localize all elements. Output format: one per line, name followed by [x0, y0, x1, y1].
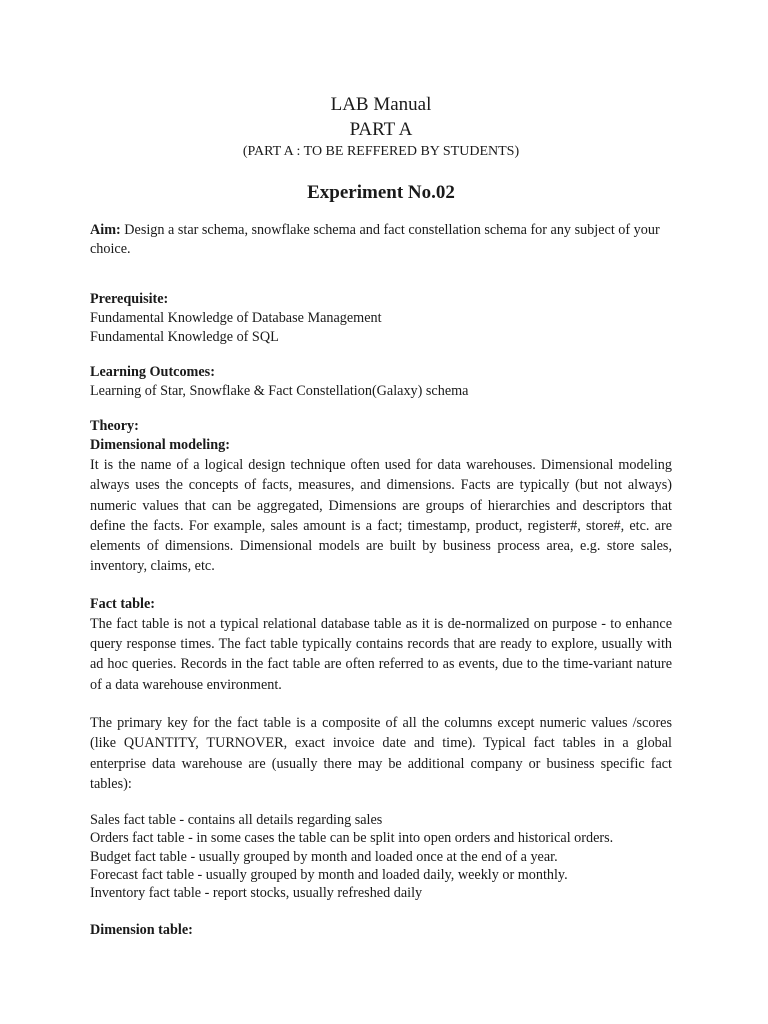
learning-outcomes-text: Learning of Star, Snowflake & Fact Constellation(Galaxy) schema — [90, 383, 469, 399]
dimensional-modeling-text: It is the name of a logical design technique often used for data warehouses. Dimensional modeling always uses the concepts of facts, measures, and dimensions. Facts are typically (but not always) numeric values that can be aggregated, Dimensions are groups of hierarchies and descriptors that define the facts. For example, sales amount is a fact; timestamp, product, register#, store#, etc. are elements of dimensions. Dimensional models are built by business process area, e.g. store sales, inventory, claims, etc. — [90, 457, 672, 575]
dimension-table-section — [90, 921, 672, 940]
aim-section — [90, 221, 672, 259]
dimension-table-heading: Dimension table: — [90, 921, 193, 938]
manual-title: LAB Manual — [330, 94, 432, 115]
fact-table-heading: Fact table: — [90, 595, 156, 612]
list-item: Budget fact table - usually grouped by month and loaded once at the end of a year. — [90, 848, 558, 865]
list-item: Sales fact table - contains all details regarding sales — [90, 812, 383, 829]
prerequisite-item: Fundamental Knowledge of SQL — [90, 329, 279, 345]
prerequisite-section — [90, 290, 672, 347]
prerequisite-item: Fundamental Knowledge of Database Management — [90, 310, 382, 326]
prerequisite-heading: Prerequisite: — [90, 291, 169, 307]
fact-table-list — [90, 811, 672, 902]
theory-heading: Theory: — [90, 418, 139, 434]
list-item: Inventory fact table - report stocks, usually refreshed daily — [90, 885, 423, 902]
fact-table-section — [90, 595, 672, 794]
dimensional-modeling-heading: Dimensional modeling: — [90, 437, 230, 453]
fact-table-paragraph: The primary key for the fact table is a composite of all the columns except numeric values /scores (like QUANTITY, TURNOVER, exact invoice date and time). Typical fact tables in a global enterprise data warehouse are (usually there may be additional company or business specific fact tables): — [90, 714, 672, 792]
part-subtitle: (PART A : TO BE REFFERED BY STUDENTS) — [242, 144, 520, 159]
list-item: Forecast fact table - usually grouped by month and loaded daily, weekly or monthly. — [90, 867, 568, 884]
fact-table-paragraph: The fact table is not a typical relational database table as it is de-normalized on purpose - to enhance query response times. The fact table typically contains records that are ready to explore, usually with ad hoc queries. Records in the fact table are often referred to as events, due to the time-variant nature of a data warehouse environment. — [90, 615, 672, 693]
aim-text: Design a star schema, snowflake schema and fact constellation schema for any subject of your choice. — [90, 222, 660, 257]
theory-section — [90, 417, 672, 577]
aim-label: Aim: — [90, 222, 121, 238]
document-content — [90, 93, 672, 940]
learning-outcomes-heading: Learning Outcomes: — [90, 364, 215, 380]
part-title: PART A — [349, 119, 413, 140]
list-item: Orders fact table - in some cases the table can be split into open orders and historical orders. — [90, 830, 614, 847]
experiment-title: Experiment No.02 — [307, 182, 455, 203]
learning-outcomes-section — [90, 363, 672, 401]
